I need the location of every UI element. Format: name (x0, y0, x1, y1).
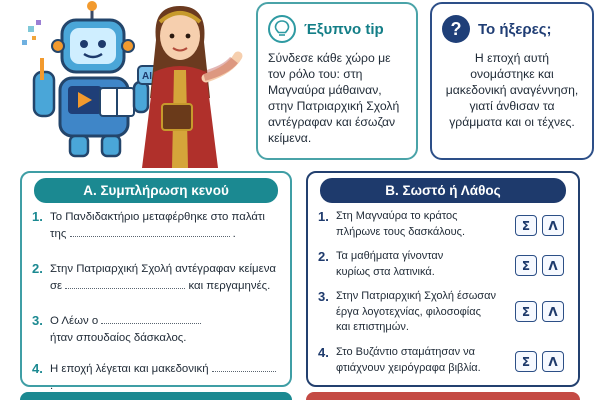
blank-field[interactable] (70, 226, 230, 237)
fill-blank-item-4: 4. Η εποχή λέγεται και μακεδονική . (32, 361, 282, 395)
fill-blank-item-2: 2. Στην Πατριαρχική Σχολή αντέγραφαν κείμενα σε και περγαμηνές. (32, 261, 276, 292)
false-button[interactable]: Λ (542, 215, 564, 236)
did-you-know-card (430, 2, 594, 160)
true-false-item-4: 4. Στο Βυζάντιο σταμάτησαν να φτιάχνουν χειρόγραφα βιβλία. (318, 345, 481, 374)
fill-blanks-panel (20, 171, 292, 392)
illustration (14, 0, 252, 168)
did-you-know-title: Το ήξερες; (478, 20, 552, 38)
true-button[interactable]: Σ (515, 255, 537, 276)
ai-badge-text: AI (142, 71, 152, 82)
fill-blank-item-1: 1. Το Πανδιδακτήριο μεταφέρθηκε στο παλάτι της . (32, 209, 265, 240)
false-button[interactable]: Λ (542, 351, 564, 372)
smart-tip-card (256, 2, 418, 160)
next-panel-header-right (306, 392, 580, 400)
smart-tip-title: Έξυπνο tip (304, 20, 384, 38)
true-false-title: Β. Σωστό ή Λάθος (320, 178, 566, 203)
robot-and-girl-illustration (14, 0, 252, 168)
false-button[interactable]: Λ (542, 301, 564, 322)
next-panel-header-left (20, 392, 292, 400)
blank-field[interactable] (212, 361, 276, 372)
lightbulb-icon (268, 15, 296, 43)
true-button[interactable]: Σ (515, 351, 537, 372)
question-mark-icon: ? (442, 15, 470, 43)
true-false-panel (306, 171, 580, 387)
did-you-know-text: Η εποχή αυτή ονομάστηκε και μακεδονική αναγέννηση, γιατί άνθισαν τα γράμματα και οι τέχνες. (445, 51, 579, 129)
true-false-item-2: 2. Τα μαθήματα γίνονταν κυρίως στα λατινικά. (318, 249, 444, 278)
true-button[interactable]: Σ (515, 215, 537, 236)
true-false-item-3: 3. Στην Πατριαρχική Σχολή έσωσαν έργα λογοτεχνίας, φιλοσοφίας και επιστημών. (318, 289, 496, 333)
smart-tip-text: Σύνδεσε κάθε χώρο με τον ρόλο του: στη Μαγναύρα μάθαιναν, στην Πατριαρχική Σχολή αντέγραφαν και έσωζαν κείμενα. (268, 51, 400, 145)
fill-blank-item-3: 3. Ο Λέων ο ήταν σπουδαίος δάσκαλος. (32, 313, 282, 347)
blank-field[interactable] (65, 278, 185, 289)
true-button[interactable]: Σ (515, 301, 537, 322)
blank-field[interactable] (101, 313, 201, 324)
fill-blanks-title: Α. Συμπλήρωση κενού (34, 178, 278, 203)
false-button[interactable]: Λ (542, 255, 564, 276)
true-false-item-1: 1. Στη Μαγναύρα το κράτος πλήρωνε τους δασκάλους. (318, 209, 466, 238)
